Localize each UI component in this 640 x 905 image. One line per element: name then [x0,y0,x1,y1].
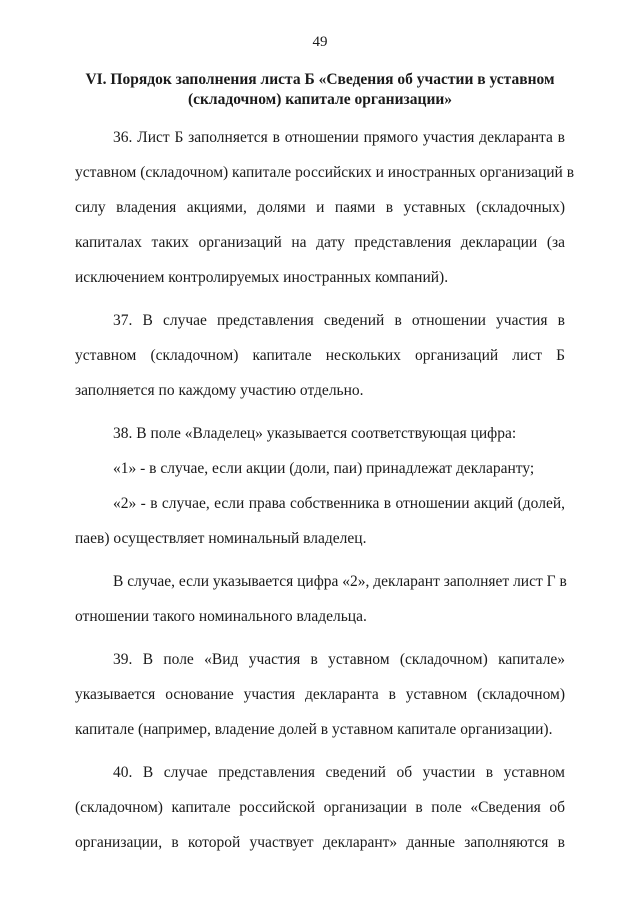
page-number: 49 [312,34,328,50]
text-line: «1» - в случае, если акции (доли, паи) принадлежат декларанту; [113,460,535,477]
text-line: организации, в которой участвует декларант» данные заполняются в [75,834,565,851]
section-heading [75,70,565,110]
text-line: 36. Лист Б заполняется в отношении прямого участия декларанта в [113,129,565,146]
text-line: В случае, если указывается цифра «2», декларант заполняет лист Г в [113,573,567,590]
text-line: капитале (например, владение долей в уставном капитале организации). [75,721,553,738]
paragraph-38-option-1 [75,451,565,486]
text-line: 37. В случае представления сведений в отношении участия в [113,312,565,329]
text-line: капиталах таких организаций на дату представления декларации (за [75,234,565,251]
paragraph-38-note [75,564,565,634]
text-line: исключением контролируемых иностранных компаний). [75,269,449,286]
paragraph-38-option-2 [75,486,565,556]
paragraph-36 [75,120,575,295]
text-line: уставном (складочном) капитале российских и иностранных организаций в [75,164,575,181]
paragraph-40 [75,755,565,860]
text-line: 38. В поле «Владелец» указывается соответствующая цифра: [113,425,517,442]
text-line: паев) осуществляет номинальный владелец. [75,530,367,547]
paragraph-38 [75,416,565,451]
body-text [75,120,575,860]
paragraph-39 [75,642,565,747]
text-line: уставном (складочном) капитале нескольких организаций лист Б [75,347,565,364]
text-line: 39. В поле «Вид участия в уставном (складочном) капитале» [113,651,565,668]
heading-line: (складочном) капитале организации» [187,91,453,108]
text-line: указывается основание участия декларанта в уставном (складочном) [75,686,565,703]
heading-line: VI. Порядок заполнения листа Б «Сведения об участии в уставном [85,71,555,88]
text-line: отношении такого номинального владельца. [75,608,367,625]
paragraph-37 [75,303,565,408]
text-line: 40. В случае представления сведений об участии в уставном [113,764,565,781]
text-line: (складочном) капитале российской организации в поле «Сведения об [75,799,565,816]
text-line: «2» - в случае, если права собственника в отношении акций (долей, [113,495,565,512]
text-line: заполняется по каждому участию отдельно. [75,382,364,399]
text-line: силу владения акциями, долями и паями в уставных (складочных) [75,199,565,216]
